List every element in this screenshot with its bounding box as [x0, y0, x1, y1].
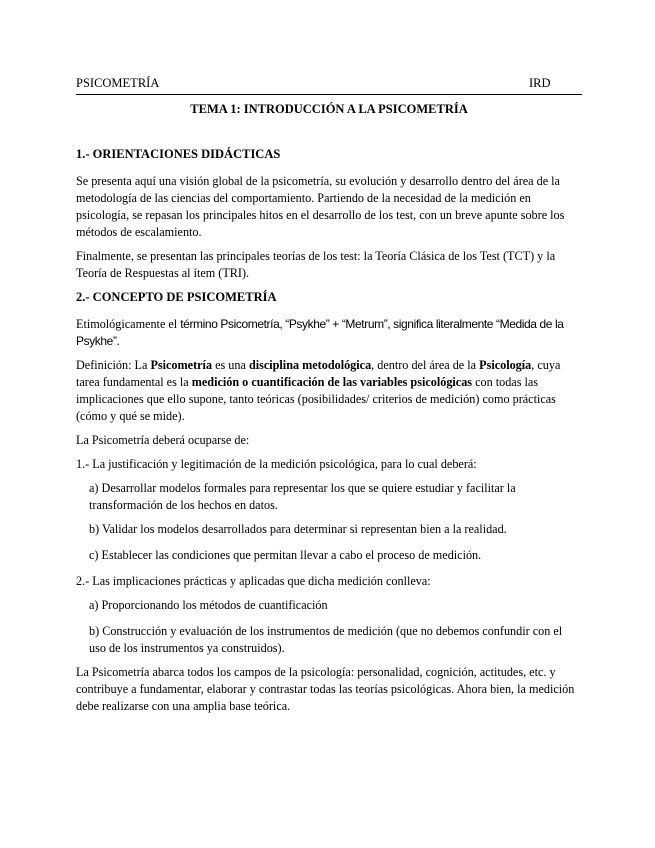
paragraph-overview: Se presenta aquí una visión global de la psicometría, su evolución y desarrollo dentro del área de la metodología de las ciencias del comportamiento. Partiendo de la necesidad de la medición en psicología, se repasan los principales hitos en el desarrollo de los test, con un breve apunte sobre los métodos de escalamiento.	[76, 174, 565, 239]
definition-label: Definición: La	[76, 358, 151, 372]
page-header	[76, 76, 582, 95]
header-subject: PSICOMETRÍA	[76, 76, 160, 90]
definition-field: Psicología	[479, 358, 532, 372]
section-heading-1: 1.- ORIENTACIONES DIDÁCTICAS	[76, 147, 281, 161]
definition-task: medición o cuantificación de las variables psicológicas	[191, 375, 473, 389]
paragraph-theories: Finalmente, se presentan las principales teorías de los test: la Teoría Clásica de los Test (TCT) y la Teoría de Respuestas al ítem (TRI).	[76, 249, 556, 280]
list-item-2b: b) Construcción y evaluación de los instrumentos de medición (que no debemos confundir con el uso de los instrumentos ya construidos).	[89, 624, 563, 655]
list-item-2: 2.- Las implicaciones prácticas y aplicadas que dicha medición conlleva:	[76, 574, 431, 588]
header-initials: IRD	[529, 76, 551, 90]
definition-text-4: con todas las implicaciones que ello supone, tanto teóricas (posibilidades/ criterios de medición) como prácticas (cómo y qué se mide).	[76, 375, 556, 423]
section-heading-2: 2.- CONCEPTO DE PSICOMETRÍA	[76, 290, 277, 304]
definition-text-2: , dentro del área de la	[371, 358, 480, 372]
definition-text-3: , cuya tarea fundamental es la	[76, 358, 561, 389]
list-item-2a: a) Proporcionando los métodos de cuantificación	[89, 598, 328, 612]
etymology-end: .	[116, 334, 120, 348]
list-item-1a: a) Desarrollar modelos formales para representar los que se quiere estudiar y facilitar la transformación de los hechos en datos.	[89, 481, 516, 512]
document-title: TEMA 1: INTRODUCCIÓN A LA PSICOMETRÍA	[190, 102, 468, 116]
list-item-1b: b) Validar los modelos desarrollados para determinar si representan bien a la realidad.	[89, 522, 507, 536]
paragraph-closing: La Psicometría abarca todos los campos de la psicología: personalidad, cognición, actitudes, etc. y contribuye a fundamentar, elaborar y contrastar todas las teorías psicológicas. Ahora bien, la medición debe realizarse con una amplia base teórica.	[76, 665, 575, 713]
etymology-quote: término Psicometría, “Psykhe” + “Metrum”, significa literalmente “Medida de la Psykhe”	[76, 317, 564, 348]
document-body	[76, 101, 582, 722]
definition-discipline: disciplina metodológica	[248, 358, 372, 372]
list-item-1: 1.- La justificación y legitimación de la medición psicológica, para lo cual deberá:	[76, 457, 477, 471]
definition-term: Psicometría	[150, 358, 213, 372]
definition-text-1: es una	[212, 358, 249, 372]
paragraph-definition	[76, 357, 582, 425]
paragraph-scope-intro: La Psicometría deberá ocuparse de:	[76, 433, 250, 447]
list-item-1c: c) Establecer las condiciones que permitan llevar a cabo el proceso de medición.	[89, 548, 482, 562]
etymology-lead: Etimológicamente el	[76, 317, 181, 331]
paragraph-etymology	[76, 316, 582, 350]
